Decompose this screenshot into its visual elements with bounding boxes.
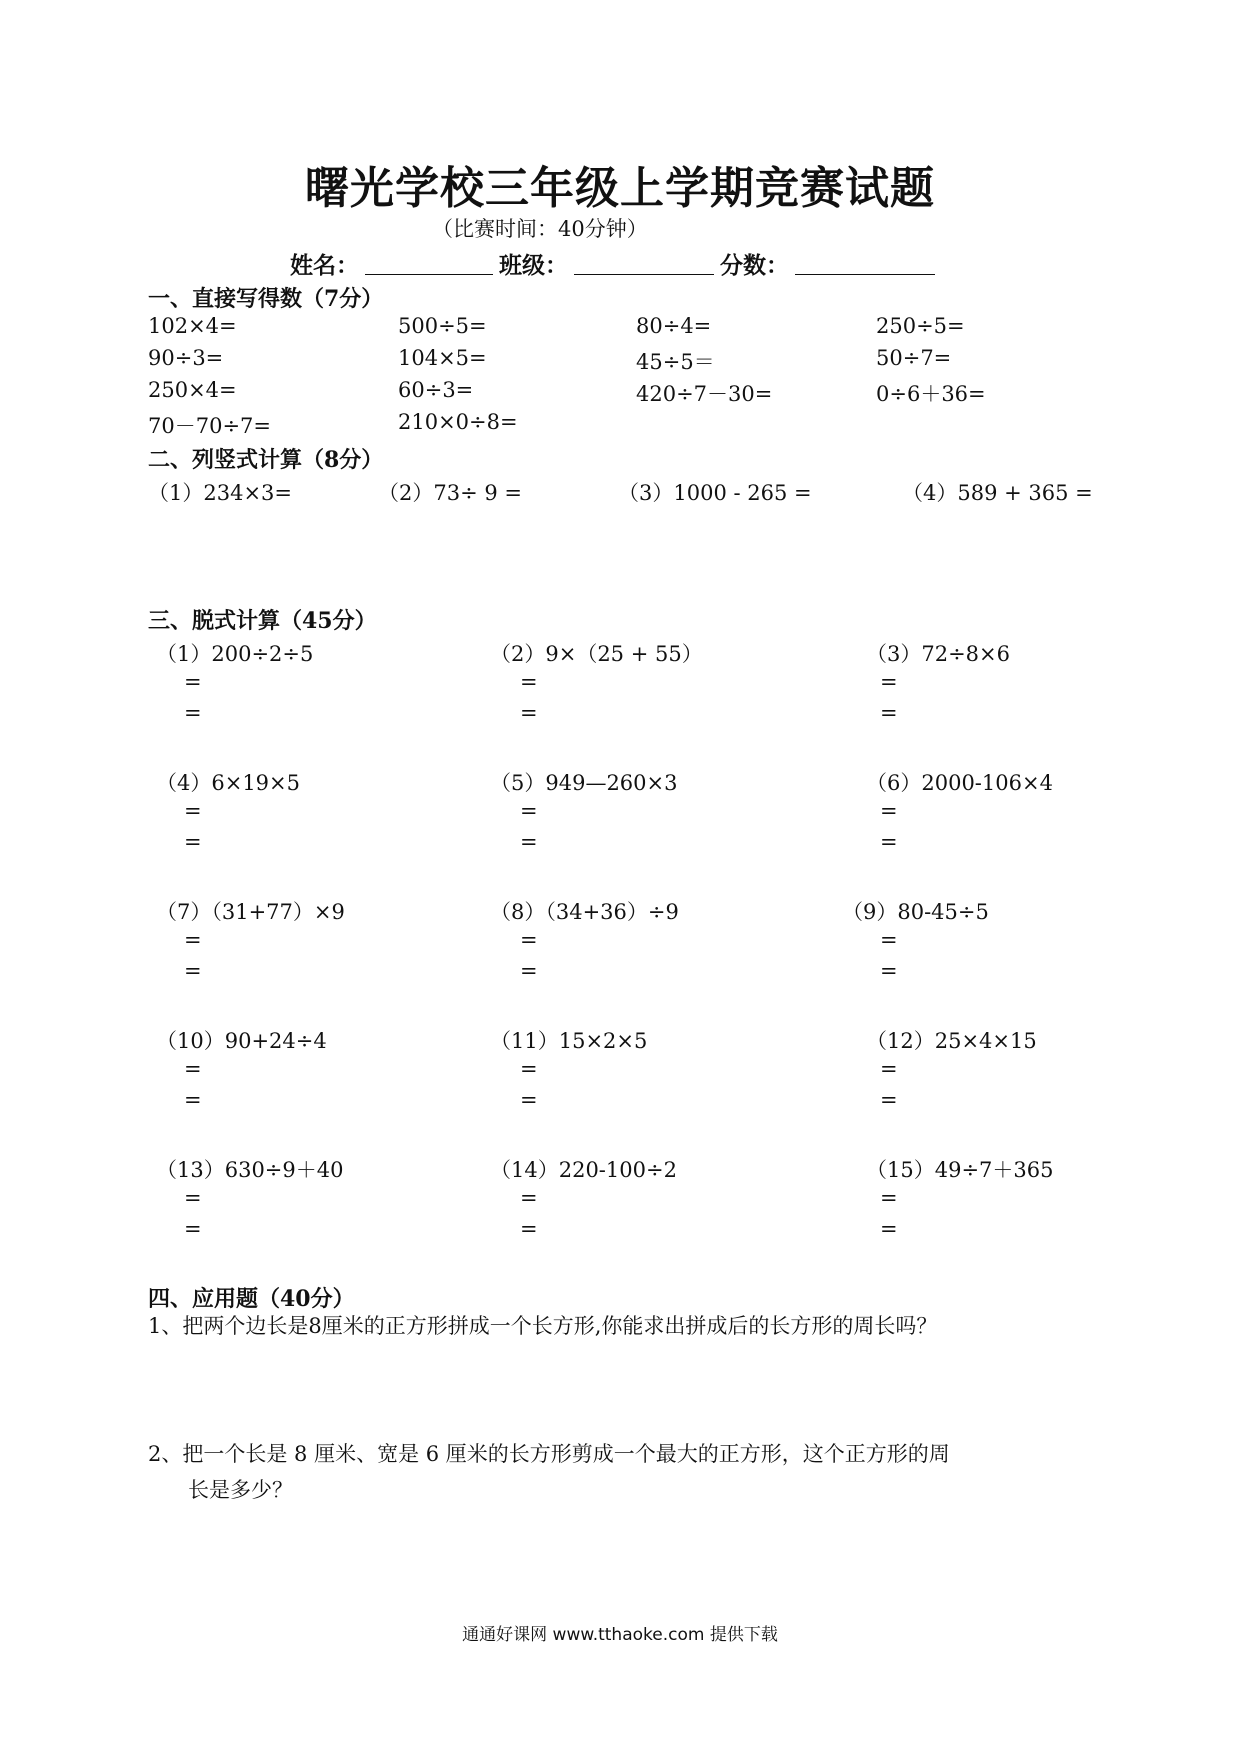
time-limit: （比赛时间：40分钟） — [432, 217, 648, 241]
stepwise-item: （3）72÷8×6 — [866, 642, 1010, 666]
stepwise-item: （9）80-45÷5 — [842, 900, 989, 924]
equals-line: = — [184, 799, 202, 823]
name-label: 姓名： — [290, 252, 359, 279]
equals-line: = — [184, 928, 202, 952]
stepwise-item: （15）49÷7＋365 — [866, 1158, 1054, 1182]
stepwise-item: （4）6×19×5 — [156, 771, 300, 795]
equals-line: = — [880, 799, 898, 823]
equals-line: = — [520, 799, 538, 823]
page-title: 曙光学校三年级上学期竞赛试题 — [305, 163, 935, 214]
equals-line: = — [184, 959, 202, 983]
section-1-heading: 一、直接写得数（7分） — [148, 286, 384, 312]
equals-line: = — [184, 670, 202, 694]
direct-item: 80÷4= — [636, 314, 712, 338]
stepwise-item: （10）90+24÷4 — [156, 1029, 327, 1053]
equals-line: = — [184, 830, 202, 854]
direct-item: 210×0÷8= — [398, 410, 518, 434]
class-blank[interactable] — [574, 252, 714, 275]
equals-line: = — [880, 670, 898, 694]
direct-item: 102×4= — [148, 314, 237, 338]
stepwise-item: （13）630÷9＋40 — [156, 1158, 344, 1182]
student-info — [290, 247, 941, 280]
equals-line: = — [880, 1217, 898, 1241]
vertical-item: （2）73÷ 9 = — [378, 481, 522, 505]
stepwise-item: （7）（31+77）×9 — [156, 900, 345, 924]
application-question-2: 2、把一个长是 8 厘米、宽是 6 厘米的长方形剪成一个最大的正方形，这个正方形的周 — [148, 1442, 950, 1466]
equals-line: = — [880, 1088, 898, 1112]
equals-line: = — [880, 701, 898, 725]
equals-line: = — [880, 928, 898, 952]
equals-line: = — [880, 1057, 898, 1081]
vertical-item: （3）1000 - 265 = — [618, 481, 812, 505]
stepwise-item: （12）25×4×15 — [866, 1029, 1037, 1053]
score-label: 分数： — [720, 252, 789, 279]
direct-item: 45÷5＝ — [636, 350, 715, 374]
equals-line: = — [520, 1057, 538, 1081]
stepwise-item: （2）9×（25 + 55） — [490, 642, 703, 666]
equals-line: = — [520, 701, 538, 725]
equals-line: = — [184, 701, 202, 725]
section-4-heading: 四、应用题（40分） — [148, 1286, 355, 1312]
application-question-2-continued: 长是多少？ — [188, 1478, 293, 1502]
section-2-heading: 二、列竖式计算（8分） — [148, 447, 384, 473]
direct-item: 104×5= — [398, 346, 487, 370]
stepwise-item: （5）949—260×3 — [490, 771, 678, 795]
equals-line: = — [184, 1088, 202, 1112]
equals-line: = — [520, 1186, 538, 1210]
direct-item: 250÷5= — [876, 314, 965, 338]
direct-item: 50÷7= — [876, 346, 952, 370]
equals-line: = — [520, 1088, 538, 1112]
stepwise-item: （11）15×2×5 — [490, 1029, 648, 1053]
direct-item: 500÷5= — [398, 314, 487, 338]
equals-line: = — [880, 830, 898, 854]
equals-line: = — [520, 928, 538, 952]
stepwise-item: （1）200÷2÷5 — [156, 642, 314, 666]
equals-line: = — [184, 1057, 202, 1081]
class-label: 班级： — [499, 252, 568, 279]
equals-line: = — [880, 1186, 898, 1210]
direct-item: 0÷6＋36= — [876, 382, 986, 406]
equals-line: = — [520, 830, 538, 854]
equals-line: = — [880, 959, 898, 983]
vertical-item: （4）589 + 365 = — [902, 481, 1093, 505]
direct-item: 70－70÷7= — [148, 414, 271, 438]
equals-line: = — [184, 1217, 202, 1241]
equals-line: = — [520, 1217, 538, 1241]
stepwise-item: （8）（34+36）÷9 — [490, 900, 679, 924]
score-blank[interactable] — [795, 252, 935, 275]
equals-line: = — [184, 1186, 202, 1210]
section-3-heading: 三、脱式计算（45分） — [148, 608, 377, 634]
application-question-1: 1、把两个边长是8厘米的正方形拼成一个长方形,你能求出拼成后的长方形的周长吗？ — [148, 1314, 938, 1338]
stepwise-item: （14）220-100÷2 — [490, 1158, 677, 1182]
footer-credit: 通通好课网 www.tthaoke.com 提供下载 — [462, 1625, 778, 1645]
stepwise-item: （6）2000-106×4 — [866, 771, 1053, 795]
name-blank[interactable] — [365, 252, 493, 275]
direct-item: 250×4= — [148, 378, 237, 402]
vertical-item: （1）234×3= — [148, 481, 292, 505]
equals-line: = — [520, 959, 538, 983]
equals-line: = — [520, 670, 538, 694]
direct-item: 90÷3= — [148, 346, 224, 370]
direct-item: 420÷7－30= — [636, 382, 773, 406]
direct-item: 60÷3= — [398, 378, 474, 402]
